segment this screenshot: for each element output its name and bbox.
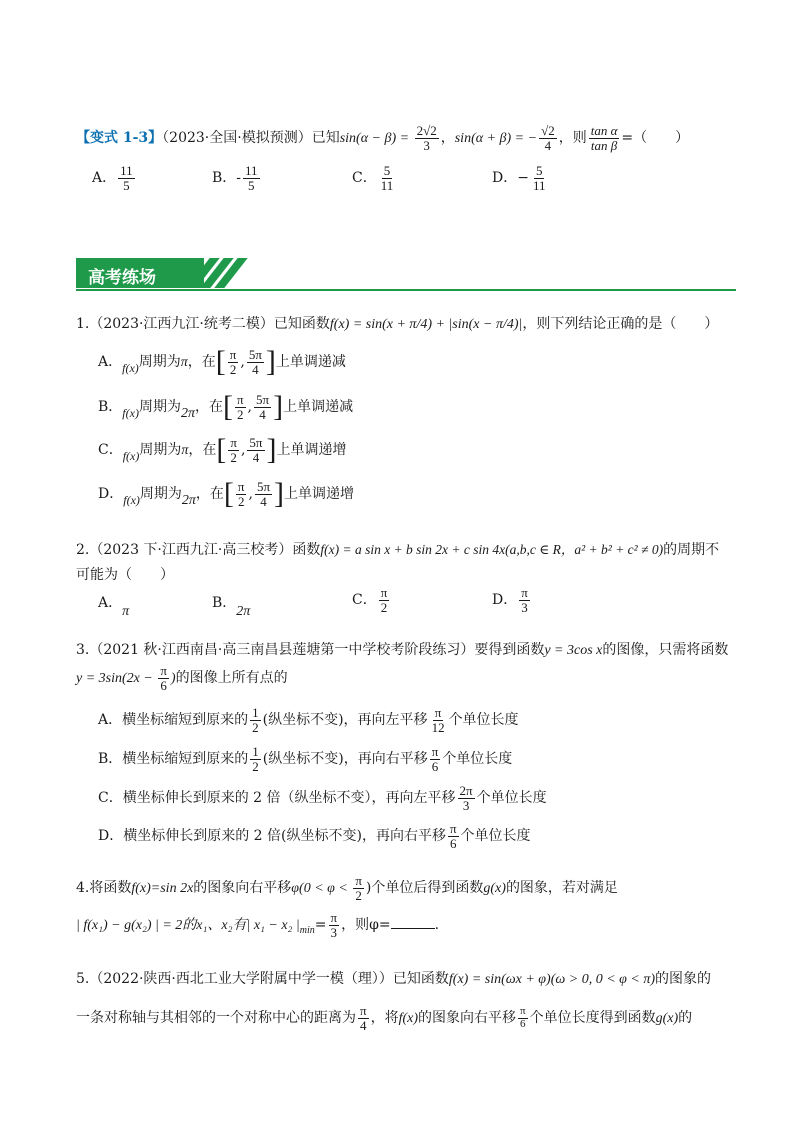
- q2-option-a[interactable]: A．π: [98, 595, 130, 619]
- expr1-frac: $\frac{2√2}{3}$: [416, 123, 437, 153]
- q1-function: f(x) = sin(x + π/4) + |sin(x − π/4)|: [329, 317, 523, 332]
- answer-blank[interactable]: [391, 928, 435, 929]
- q1-option-c[interactable]: C．f(x)周期为π，在[ $\frac{\pi}{2}$ , $\frac{5\pi}{4}$ ]上单调递增: [98, 433, 347, 466]
- variant-option-d[interactable]: D．− $\frac{5}{11}$: [492, 163, 546, 193]
- variant-tag: 【变式 1-3】: [76, 130, 163, 147]
- q2-option-c[interactable]: C． $\frac{\pi}{2}$: [352, 585, 388, 615]
- ratio-frac: $\frac{\text{tan α}}{\text{tan β}}$: [590, 123, 618, 153]
- expr2-frac: $\frac{√2}{4}$: [541, 123, 555, 153]
- q1-option-a[interactable]: A．f(x)周期为π，在[ $\frac{\pi}{2}$ , $\frac{5\pi}{4}$ ]上单调递减: [98, 345, 346, 378]
- section-divider: [76, 289, 736, 291]
- q3-target-function: y = 3cos x: [544, 643, 603, 658]
- q1-stem: 1.（2023·江西九江·统考二模）已知函数f(x) = sin(x + π/4) + |sin(x − π/4)|，则下列结论正确的是（ ）: [76, 316, 719, 332]
- variant-tail: =（ ）: [621, 130, 690, 147]
- q3-stem: 3.（2021 秋·江西南昌·高三南昌县莲塘第一中学校考阶段练习）要得到函数y = 3cos x的图像，只需将函数: [76, 642, 729, 658]
- expr1-lhs: sin(α − β) =: [339, 131, 413, 147]
- q5-line1: 5.（2022·陕西·西北工业大学附属中学一模（理））已知函数f(x) = sin(ωx + φ)(ω > 0, 0 < φ < π)的图象的: [76, 971, 712, 987]
- q5-line2: 一条对称轴与其相邻的一个对称中心的距离为 $\frac{\pi}{4}$ ，将f(x)的图象向右平移 $\frac{\pi}{6}$ 个单位长度得到函数g(x)的: [76, 1003, 693, 1033]
- variant-option-a[interactable]: A． $\frac{11}{5}$: [92, 163, 133, 193]
- q3-option-d[interactable]: D．横坐标伸长到原来的 2 倍(纵坐标不变)，再向右平移 $\frac{\pi}{6}$ 个单位长度: [98, 821, 531, 851]
- q2-option-d[interactable]: D． $\frac{\pi}{3}$: [492, 585, 528, 615]
- q3-option-a[interactable]: A．横坐标缩短到原来的 $\frac{1}{2}$ (纵坐标不变)，再向左平移 $\frac{\pi}{12}$ 个单位长度: [98, 705, 519, 735]
- q2-option-b[interactable]: B．2π: [212, 595, 251, 619]
- q4-line2: | f(x₁) − g(x₂) | = 2的x₁、x₂有| x₁ − x₂ $|_{min}=$ $\frac{\pi}{3}$ ，则φ= .: [76, 910, 440, 940]
- q2-function: f(x) = a sin x + b sin 2x + c sin 4x(a,b,c ∈ R，a² + b² + c² ≠ 0): [320, 542, 664, 557]
- q3-option-b[interactable]: B．横坐标缩短到原来的 $\frac{1}{2}$ (纵坐标不变)，再向右平移 $\frac{\pi}{6}$ 个单位长度: [98, 744, 513, 774]
- section-title: 高考练场: [88, 268, 156, 288]
- variant-source: （2023·全国·模拟预测）已知: [162, 130, 340, 147]
- q2-stem-cont: 可能为（ ）: [76, 567, 174, 583]
- q3-option-c[interactable]: C．横坐标伸长到原来的 2 倍（纵坐标不变），再向左平移 $\frac{2\pi}{3}$ 个单位长度: [98, 783, 547, 813]
- q2-stem: 2.（2023 下·江西九江·高三校考）函数f(x) = a sin x + b sin 2x + c sin 4x(a,b,c ∈ R，a² + b² + c² ≠ 0)的周期不: [76, 542, 720, 558]
- q1-option-d[interactable]: D．f(x)周期为2π，在[ $\frac{\pi}{2}$ , $\frac{5\pi}{4}$ ]上单调递增: [98, 477, 355, 510]
- q3-stem-cont: y = 3sin(2x − $\frac{\pi}{6}$ )的图像上所有点的: [76, 663, 288, 693]
- q4-line1: 4.将函数f(x)=sin 2x的图象向右平移φ(0 < φ < $\frac{\pi}{2}$ )个单位后得到函数g(x)的图象，若对满足: [76, 873, 618, 903]
- variant-option-b[interactable]: B．- $\frac{11}{5}$: [212, 163, 258, 193]
- expr2-lhs: sin(α + β) = −: [454, 131, 538, 147]
- variant-stem: 【变式 1-3】（2023·全国·模拟预测）已知sin(α − β) = $\frac{2√2}{3}$ ，sin(α + β) = − $\frac{√2}{4}$ ，则 $\frac{\text{tan α}}{\text{tan β}}$ =（ ）: [76, 123, 690, 153]
- variant-option-c[interactable]: C． $\frac{5}{11}$: [352, 163, 394, 193]
- q1-option-b[interactable]: B．f(x)周期为2π，在[ $\frac{\pi}{2}$ , $\frac{5\pi}{4}$ ]上单调递减: [98, 390, 354, 423]
